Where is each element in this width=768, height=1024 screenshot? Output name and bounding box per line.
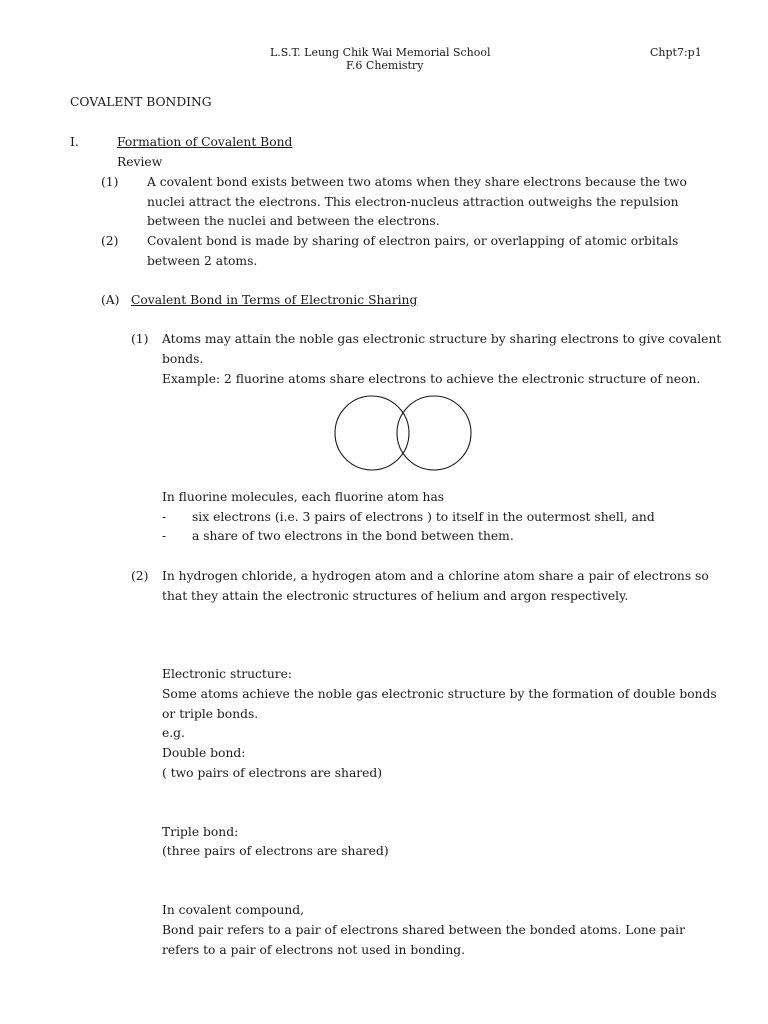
electronic-structure-label: Electronic structure: <box>162 667 293 681</box>
text-line: between 2 atoms. <box>147 254 258 268</box>
text-line: that they attain the electronic structures of helium and argon respectively. <box>162 589 629 603</box>
subsection-heading: Covalent Bond in Terms of Electronic Sharing <box>131 293 418 307</box>
text-line: between the nuclei and between the electrons. <box>147 214 440 228</box>
double-bond-description: ( two pairs of electrons are shared) <box>162 766 383 780</box>
text-line: In hydrogen chloride, a hydrogen atom and a chlorine atom share a pair of electrons so <box>162 569 709 583</box>
triple-bond-description: (three pairs of electrons are shared) <box>162 844 389 858</box>
section-heading: Formation of Covalent Bond <box>117 135 293 149</box>
text-line: refers to a pair of electrons not used in bonding. <box>162 943 466 957</box>
fluorine-intro: In fluorine molecules, each fluorine atom has <box>162 490 445 504</box>
subject-name: F.6 Chemistry <box>346 59 424 72</box>
text-line: or triple bonds. <box>162 707 259 721</box>
point-number: (1) <box>131 332 149 346</box>
text-line: Covalent bond is made by sharing of electron pairs, or overlapping of atomic orbitals <box>147 234 679 248</box>
bullet-text: six electrons (i.e. 3 pairs of electrons ) to itself in the outermost shell, and <box>192 510 655 524</box>
fluorine-atom-circle-left <box>335 396 409 470</box>
page-reference: Chpt7:p1 <box>650 46 702 59</box>
review-label: Review <box>117 155 163 169</box>
covalent-compound-label: In covalent compound, <box>162 903 305 917</box>
text-line: nuclei attract the electrons. This electron-nucleus attraction outweighs the repulsion <box>147 195 679 209</box>
subsection-label: (A) <box>101 293 120 307</box>
text-line: Atoms may attain the noble gas electronic structure by sharing electrons to give covalent <box>162 332 722 346</box>
item-number: (2) <box>101 234 119 248</box>
bullet-text: a share of two electrons in the bond between them. <box>192 529 514 543</box>
triple-bond-label: Triple bond: <box>162 825 239 839</box>
item-number: (1) <box>101 175 119 189</box>
text-line: Bond pair refers to a pair of electrons shared between the bonded atoms. Lone pair <box>162 923 685 937</box>
eg-label: e.g. <box>162 726 185 740</box>
bullet-dash: - <box>162 510 167 524</box>
text-line: Some atoms achieve the noble gas electronic structure by the formation of double bonds <box>162 687 717 701</box>
page-title: COVALENT BONDING <box>70 95 212 109</box>
fluorine-atom-circle-right <box>397 396 471 470</box>
example-line: Example: 2 fluorine atoms share electrons to achieve the electronic structure of neon. <box>162 372 701 386</box>
point-number: (2) <box>131 569 149 583</box>
school-name: L.S.T. Leung Chik Wai Memorial School <box>270 46 491 59</box>
section-number: I. <box>70 135 79 149</box>
text-line: bonds. <box>162 352 204 366</box>
overlapping-orbitals-diagram <box>330 395 476 475</box>
double-bond-label: Double bond: <box>162 746 246 760</box>
text-line: A covalent bond exists between two atoms when they share electrons because the two <box>147 175 687 189</box>
bullet-dash: - <box>162 529 167 543</box>
